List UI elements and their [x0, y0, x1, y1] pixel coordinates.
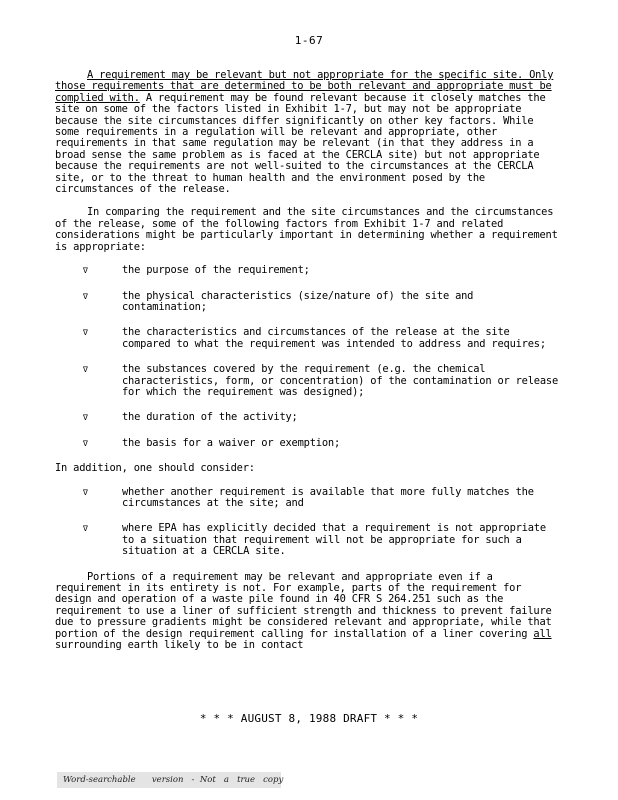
paragraph-comparing: In comparing the requirement and the site circumstances and the circumstances of the release, some of the following factors from Exhibit 1-7 and related considerations might be particularly important in determining whether a requirement is appropriate: — [55, 206, 558, 253]
bullet-icon: ∇ — [83, 328, 88, 338]
document-body — [55, 70, 563, 663]
list-item: ∇ the duration of the activity; — [83, 411, 298, 424]
factor-list — [55, 265, 563, 449]
list-item: ∇ the basis for a waiver or exemption; — [83, 436, 341, 449]
page-number: 1-67 — [294, 34, 324, 47]
bullet-icon: ∇ — [83, 487, 88, 497]
bullet-icon: ∇ — [83, 291, 88, 301]
bullet-icon: ∇ — [83, 365, 88, 375]
underlined-word: all — [533, 627, 552, 640]
draft-date-footer: * * * AUGUST 8, 1988 DRAFT * * * — [199, 712, 419, 725]
paragraph-relevant-not-appropriate — [55, 70, 563, 195]
watermark-banner: Word-searchable version - Not a true copy — [57, 772, 281, 788]
list-item: ∇ whether another requirement is available that more fully matches the circumstances at the site; and — [83, 485, 534, 509]
bullet-icon: ∇ — [83, 413, 88, 423]
list-item: ∇ the substances covered by the requirement (e.g. the chemical characteristics, form, or concentration) of the contamination or release for which the requirement was designed); — [83, 363, 559, 398]
bullet-icon: ∇ — [83, 438, 88, 448]
bullet-icon: ∇ — [83, 524, 88, 534]
list-item: ∇ where EPA has explicitly decided that a requirement is not appropriate to a situation that requirement will not be appropriate for such a situation at a CERCLA site. — [83, 522, 546, 558]
list-item: ∇ the purpose of the requirement; — [83, 264, 310, 277]
bullet-icon: ∇ — [83, 266, 88, 276]
list-item: ∇ the characteristics and circumstances of the release at the site compared to what the requirement was intended to address and requires; — [83, 326, 546, 350]
consideration-list — [55, 487, 563, 558]
list-item: ∇ the physical characteristics (size/nature of) the site and contamination; — [83, 289, 474, 313]
paragraph-portions: Portions of a requirement may be relevant and appropriate even if a requirement in its entirety is not. For example, parts of the requirement for design and operation of a waste pile found in 40 CFR S 264.251 such as the requirement to use a liner of sufficient strength and thickness to prevent failure due to pressure gradients might be considered relevant and appropriate, while that portion of the design requirement calling for installation of a liner covering all surrounding earth likely to be in contact — [55, 570, 552, 652]
paragraph-in-addition: In addition, one should consider: — [55, 462, 255, 475]
paragraph-text: A requirement may be found relevant because it closely matches the site on some of the factors listed in Exhibit 1-7, but may not be appropriate because the site circumstances differ significantly on other key factors. While some requirements in a regulation will be relevant and appropriate, other requirements in that same regulation may be relevant (in that they address in a broad sense the same problem as is faced at the CERCLA site) but not appropriate because the requirements are not well-suited to the circumstances at the CERCLA site, or to the threat to human health and the environment posed by the circumstances of the release. — [55, 91, 546, 196]
underlined-statement: A requirement may be relevant but not appropriate for the specific site. Only those requirements that are determined to be both relevant and appropriate must be complied with. — [55, 69, 554, 104]
